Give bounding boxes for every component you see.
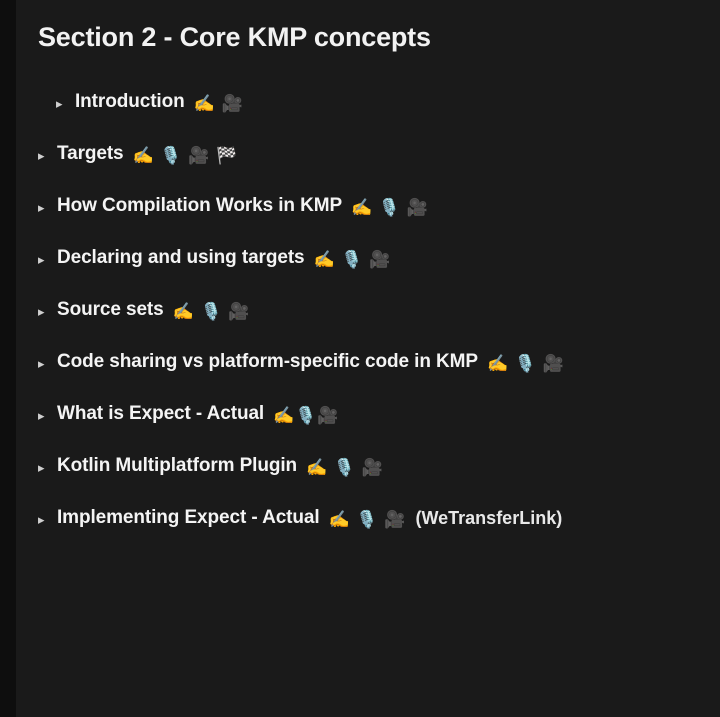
list-item-label: What is Expect - Actual <box>57 403 265 424</box>
list-item-label: How Compilation Works in KMP <box>57 195 343 216</box>
chevron-right-icon[interactable]: ▸ <box>38 355 45 371</box>
writing-hand-and-movie-camera-icon: ✍️ 🎥 <box>193 93 244 113</box>
list-item[interactable] <box>38 143 720 165</box>
writing-hand-microphone-movie-camera-icon: ✍️ 🎙️ 🎥 <box>172 301 251 321</box>
list-item[interactable] <box>38 455 720 477</box>
writing-hand-microphone-movie-camera-icon: ✍️🎙️🎥 <box>273 405 340 425</box>
writing-hand-microphone-movie-camera-icon: ✍️ 🎙️ 🎥 <box>328 509 407 529</box>
writing-hand-microphone-movie-camera-icon: ✍️ 🎙️ 🎥 <box>313 249 392 269</box>
left-margin-rail <box>0 0 16 717</box>
slide-content <box>16 0 720 717</box>
list-item[interactable] <box>38 195 720 217</box>
chevron-right-icon[interactable]: ▸ <box>38 303 45 319</box>
list-item-label: Code sharing vs platform-specific code in KMP <box>57 351 478 372</box>
chevron-right-icon[interactable]: ▸ <box>38 459 45 475</box>
chevron-right-icon[interactable]: ▸ <box>38 199 45 215</box>
chevron-right-icon[interactable]: ▸ <box>38 511 45 527</box>
list-item[interactable] <box>38 91 720 113</box>
wetransfer-link[interactable]: (WeTransferLink) <box>415 507 563 528</box>
chevron-right-icon[interactable]: ▸ <box>38 407 45 423</box>
list-item-label: Targets <box>57 143 124 164</box>
page-title: Section 2 - Core KMP concepts <box>38 22 431 52</box>
list-item-label: Source sets <box>57 299 164 320</box>
list-item-label: Declaring and using targets <box>57 247 305 268</box>
list-item-label: Kotlin Multiplatform Plugin <box>57 455 298 476</box>
list-item[interactable] <box>38 351 720 373</box>
outline-list <box>38 91 720 529</box>
writing-hand-microphone-movie-camera-icon: ✍️ 🎙️ 🎥 <box>351 197 429 217</box>
chevron-right-icon[interactable]: ▸ <box>38 147 45 163</box>
list-item-label: Introduction <box>75 91 185 112</box>
list-item[interactable] <box>38 507 720 529</box>
list-item-label: Implementing Expect - Actual <box>57 507 320 528</box>
list-item[interactable] <box>38 299 720 321</box>
writing-hand-microphone-movie-camera-icon: ✍️ 🎙️ 🎥 <box>486 353 565 373</box>
list-item[interactable] <box>38 247 720 269</box>
writing-hand-microphone-movie-camera-icon: ✍️ 🎙️ 🎥 <box>306 457 384 477</box>
writing-hand-microphone-movie-camera-flag-icon: ✍️ 🎙️ 🎥 🏁 <box>132 145 239 165</box>
list-item[interactable] <box>38 403 720 425</box>
chevron-right-icon[interactable]: ▸ <box>56 95 63 111</box>
chevron-right-icon[interactable]: ▸ <box>38 251 45 267</box>
